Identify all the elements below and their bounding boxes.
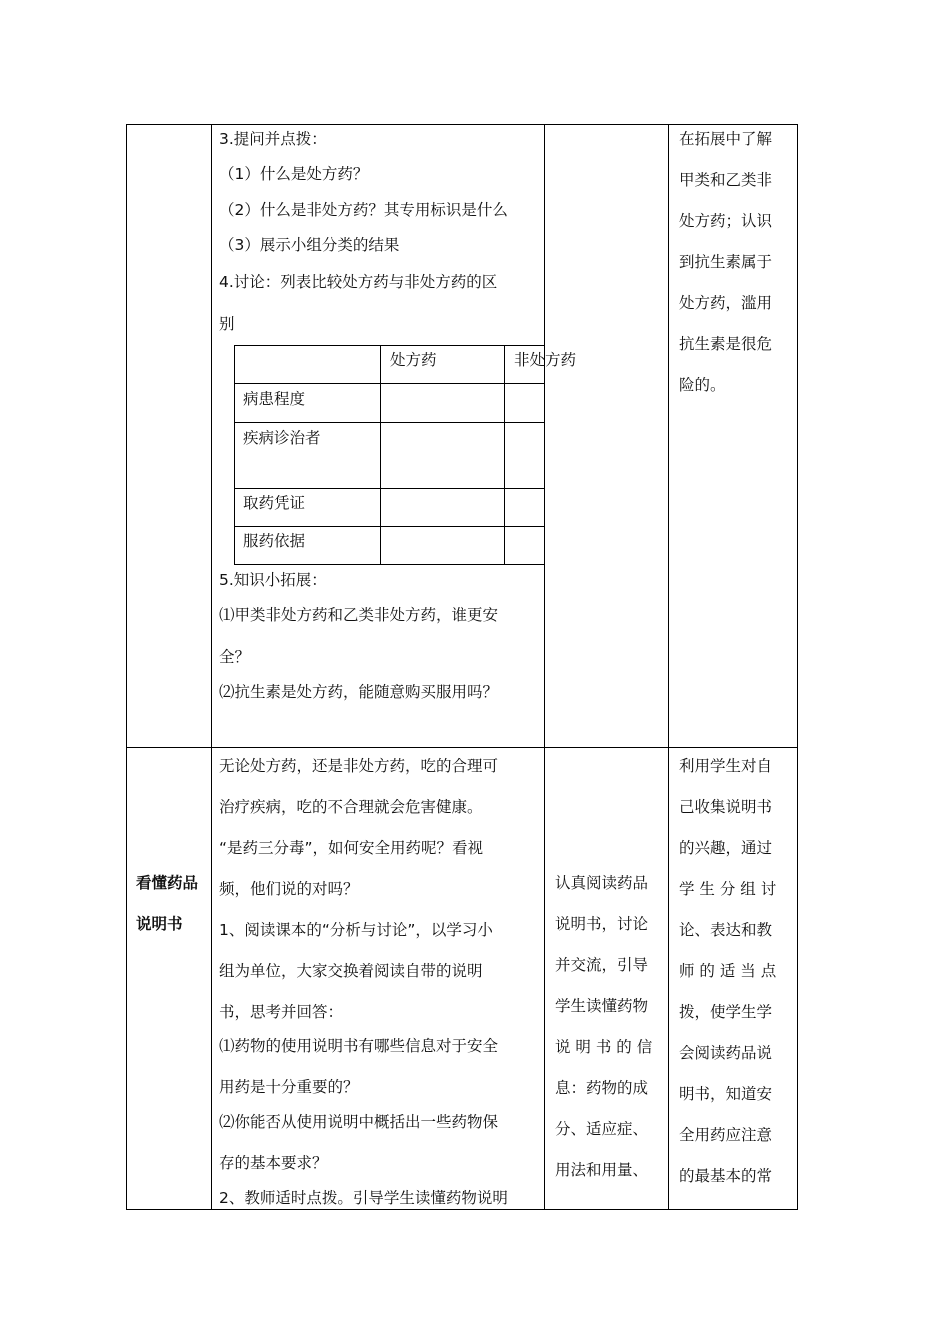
inner-table-line-4 [234,526,545,527]
inner-table-left [234,345,235,565]
row1-text-line-7: 5.知识小拓展： [219,571,327,589]
row1-text-line-6: 别 [219,315,235,333]
row1-design-intent-line: 处方药，滥用 [679,294,773,312]
row1-design-intent-line: 险的。 [679,376,726,394]
row1-text-line-9: 全？ [219,648,251,666]
row2-design-intent-line: 明书，知道安 [679,1085,773,1103]
row1-design-intent-line: 抗生素是很危 [679,335,773,353]
row1-text-line-10: ⑵抗生素是处方药，能随意购买服用吗？ [219,683,499,701]
row2-activity-line: 1、阅读课本的“分析与讨论”，以学习小 [219,921,493,939]
inner-table-col-1 [380,345,381,565]
inner-table-bottom [234,564,545,565]
inner-table-header-otc: 非处方药 [514,351,577,369]
row2-design-intent-line: 的兴趣，通过 [679,839,773,857]
row2-student-activity-line: 息：药物的成 [555,1079,649,1097]
row2-student-activity-line: 说明书，讨论 [555,915,649,933]
row2-activity-line: 用药是十分重要的？ [219,1078,359,1096]
table-col-divider-3 [668,124,669,1210]
row1-design-intent-line: 在拓展中了解 [679,130,773,148]
row2-student-activity-line: 并交流，引导 [555,956,649,974]
row2-activity-line: 书，思考并回答： [219,1003,344,1021]
row2-design-intent-line: 师 的 适 当 点 [679,962,777,980]
table-right-border [797,124,798,1210]
row2-student-activity-line: 分、适应症、 [555,1120,649,1138]
row2-design-intent-line: 拨，使学生学 [679,1003,773,1021]
table-row-divider [126,747,798,748]
table-bottom-border [126,1209,798,1210]
row1-text-line-2: （1）什么是处方药？ [219,165,369,183]
row2-design-intent-line: 的最基本的常 [679,1167,773,1185]
section-title-line: 说明书 [136,915,183,933]
row2-student-activity-line: 说 明 书 的 信 [555,1038,653,1056]
inner-table-top [234,345,545,346]
row2-activity-line: 频，他们说的对吗？ [219,880,359,898]
row2-design-intent-line: 论、表达和教 [679,921,773,939]
inner-table-row-label: 取药凭证 [243,494,306,512]
section-title-line: 看懂药品 [136,874,199,892]
inner-table-row-label: 病患程度 [243,390,306,408]
row2-activity-line: “是药三分毒”，如何安全用药呢？看视 [219,839,484,857]
inner-table-col-2 [504,345,505,565]
inner-table-line-2 [234,422,545,423]
table-col-divider-2 [544,124,545,1210]
row2-activity-line: ⑴药物的使用说明书有哪些信息对于安全 [219,1037,499,1055]
row2-student-activity-line: 认真阅读药品 [555,874,649,892]
row2-activity-line: 存的基本要求？ [219,1154,328,1172]
row2-design-intent-line: 全用药应注意 [679,1126,773,1144]
row2-student-activity-line: 用法和用量、 [555,1161,649,1179]
inner-table-line-3 [234,488,545,489]
row2-design-intent-line: 己收集说明书 [679,798,773,816]
row1-text-line-8: ⑴甲类非处方药和乙类非处方药，谁更安 [219,606,499,624]
row1-text-line-3: （2）什么是非处方药？其专用标识是什么 [219,201,508,219]
row2-student-activity-line: 学生读懂药物 [555,997,649,1015]
table-col-divider-1 [211,124,212,1210]
row2-design-intent-line: 学 生 分 组 讨 [679,880,777,898]
row1-text-line-1: 3.提问并点拨： [219,130,327,148]
row2-activity-line: 2、教师适时点拨。引导学生读懂药物说明 [219,1189,508,1207]
row2-activity-line: ⑵你能否从使用说明中概括出一些药物保 [219,1113,499,1131]
row2-design-intent-line: 会阅读药品说 [679,1044,773,1062]
inner-table-line-1 [234,383,545,384]
row2-activity-line: 无论处方药，还是非处方药，吃的合理可 [219,757,499,775]
row1-design-intent-line: 甲类和乙类非 [679,171,773,189]
row1-design-intent-line: 到抗生素属于 [679,253,773,271]
row1-text-line-4: （3）展示小组分类的结果 [219,236,400,254]
inner-table-row-label: 疾病诊治者 [243,429,321,447]
row2-activity-line: 治疗疾病，吃的不合理就会危害健康。 [219,798,483,816]
inner-table-row-label: 服药依据 [243,532,306,550]
row2-design-intent-line: 利用学生对自 [679,757,773,775]
table-top-border [126,124,798,125]
row1-design-intent-line: 处方药；认识 [679,212,773,230]
inner-table-header-prescription: 处方药 [390,351,437,369]
row2-activity-line: 组为单位，大家交换着阅读自带的说明 [219,962,483,980]
table-left-border [126,124,127,1210]
row1-text-line-5: 4.讨论：列表比较处方药与非处方药的区 [219,273,498,291]
